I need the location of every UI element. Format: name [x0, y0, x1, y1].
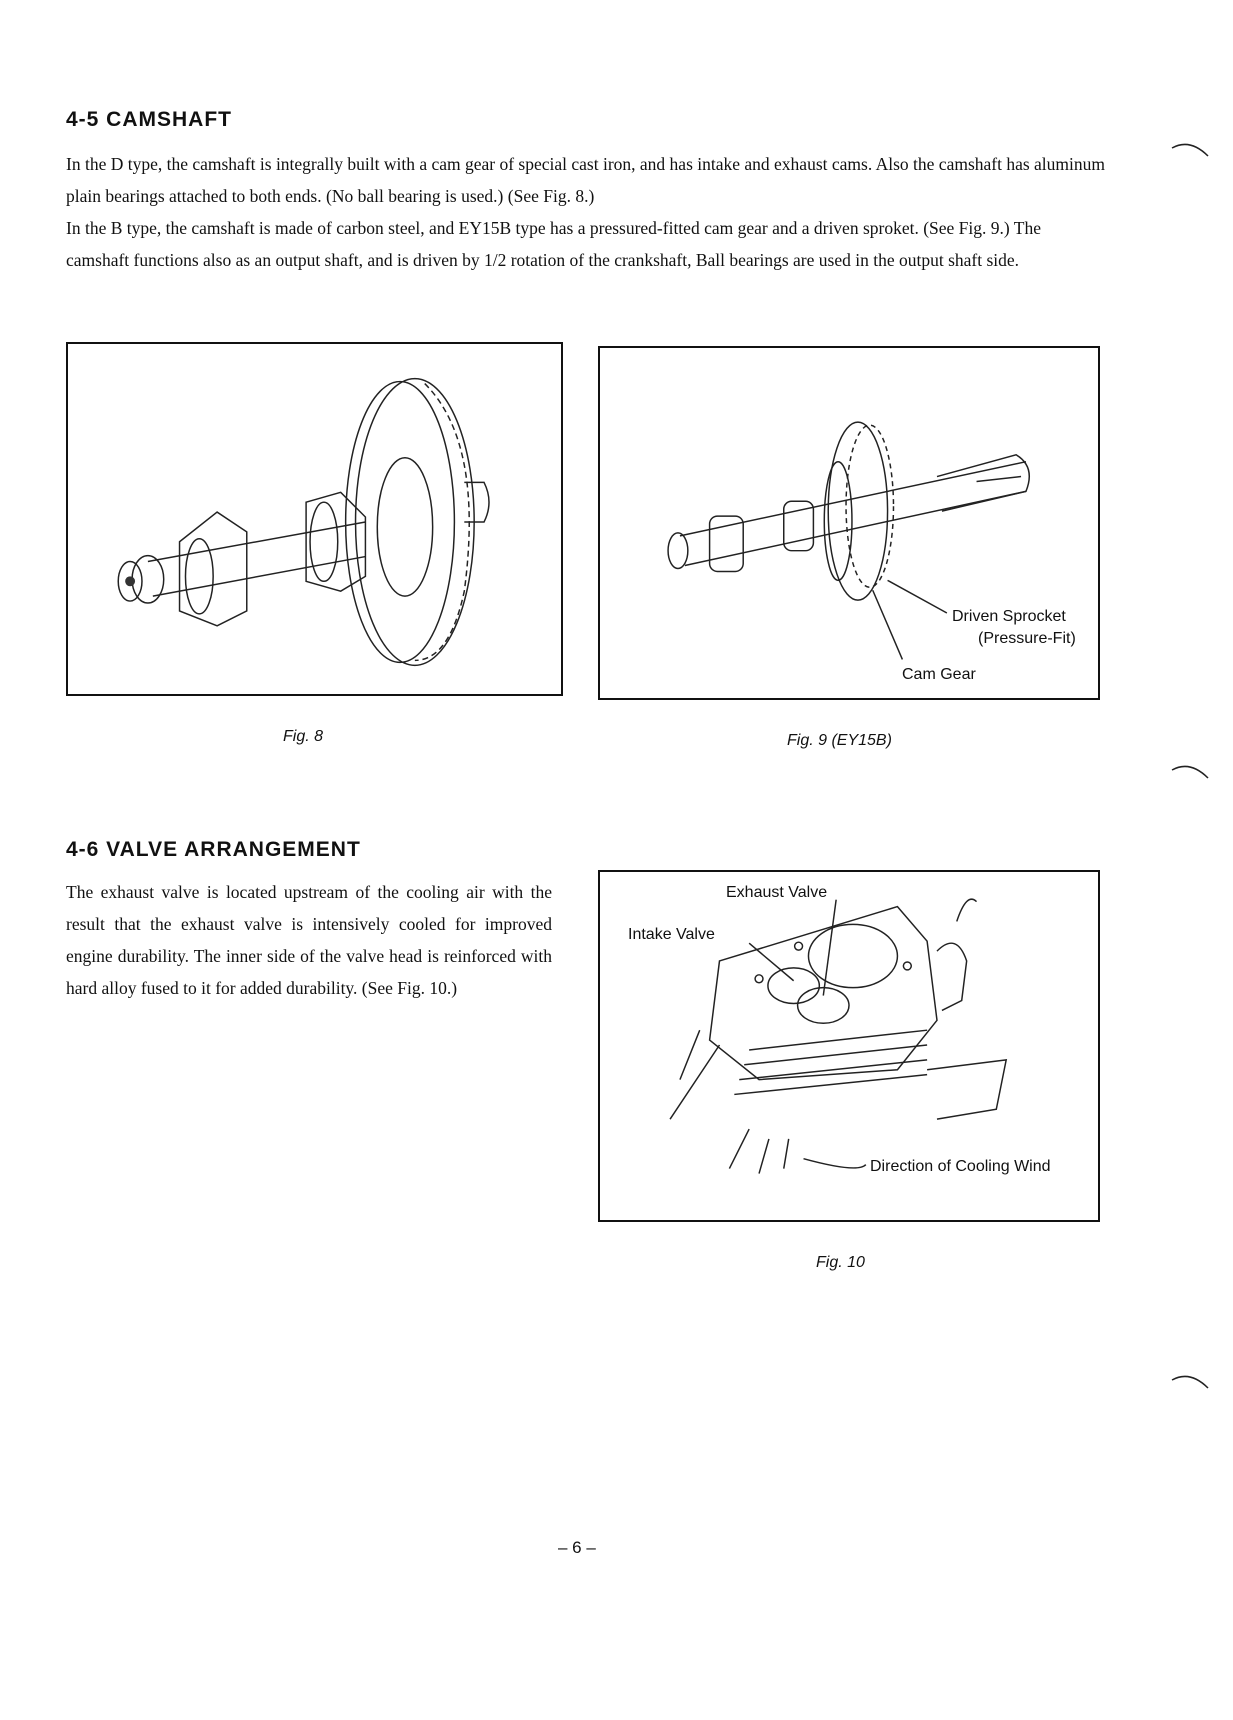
fig9-label-cam-gear: Cam Gear: [902, 666, 976, 683]
fig10-illustration: [598, 870, 1100, 1222]
fig9-caption: Fig. 9 (EY15B): [787, 732, 892, 749]
page-number: – 6 –: [558, 1538, 596, 1557]
camshaft-paragraph-1: In the D type, the camshaft is integrally built with a cam gear of special cast iron, and has intake and exhaust cams. Also the camshaft has aluminum plain bearings attached to both ends. (No ball bearing is used.) (See Fig. 8.): [66, 154, 1106, 206]
fig10-caption: Fig. 10: [816, 1254, 865, 1271]
fig10-label-intake-valve: Intake Valve: [628, 926, 715, 943]
section-heading-valve-arrangement: 4-6 VALVE ARRANGEMENT: [66, 838, 361, 861]
fig9-label-pressure-fit: (Pressure-Fit): [978, 630, 1076, 647]
camshaft-d-type-drawing: [68, 344, 561, 694]
fig8-illustration: [66, 342, 563, 696]
fig9-label-driven-sprocket: Driven Sprocket: [952, 608, 1066, 625]
valve-description: The exhaust valve is located upstream of the cooling air with the result that the exhaust valve is intensively cooled for improved engine durability. The inner side of the valve head is reinforced with hard alloy fused to it for added durability. (See Fig. 10.): [66, 882, 552, 998]
binder-margin-marks: [1170, 140, 1210, 1720]
fig10-label-exhaust-valve: Exhaust Valve: [726, 884, 828, 901]
fig9-illustration: [598, 346, 1100, 700]
fig10-label-cooling-wind: Direction of Cooling Wind: [870, 1158, 1051, 1175]
camshaft-paragraph-2: In the B type, the camshaft is made of carbon steel, and EY15B type has a pressured-fitted cam gear and a driven sproket. (See Fig. 9.) The camshaft functions also as an output shaft, and is driven by 1/2 rotation of the crankshaft, Ball bearings are used in the output shaft side.: [66, 218, 1041, 270]
camshaft-description: [66, 148, 1106, 276]
section-heading-camshaft: 4-5 CAMSHAFT: [66, 108, 233, 131]
fig8-caption: Fig. 8: [283, 728, 324, 745]
